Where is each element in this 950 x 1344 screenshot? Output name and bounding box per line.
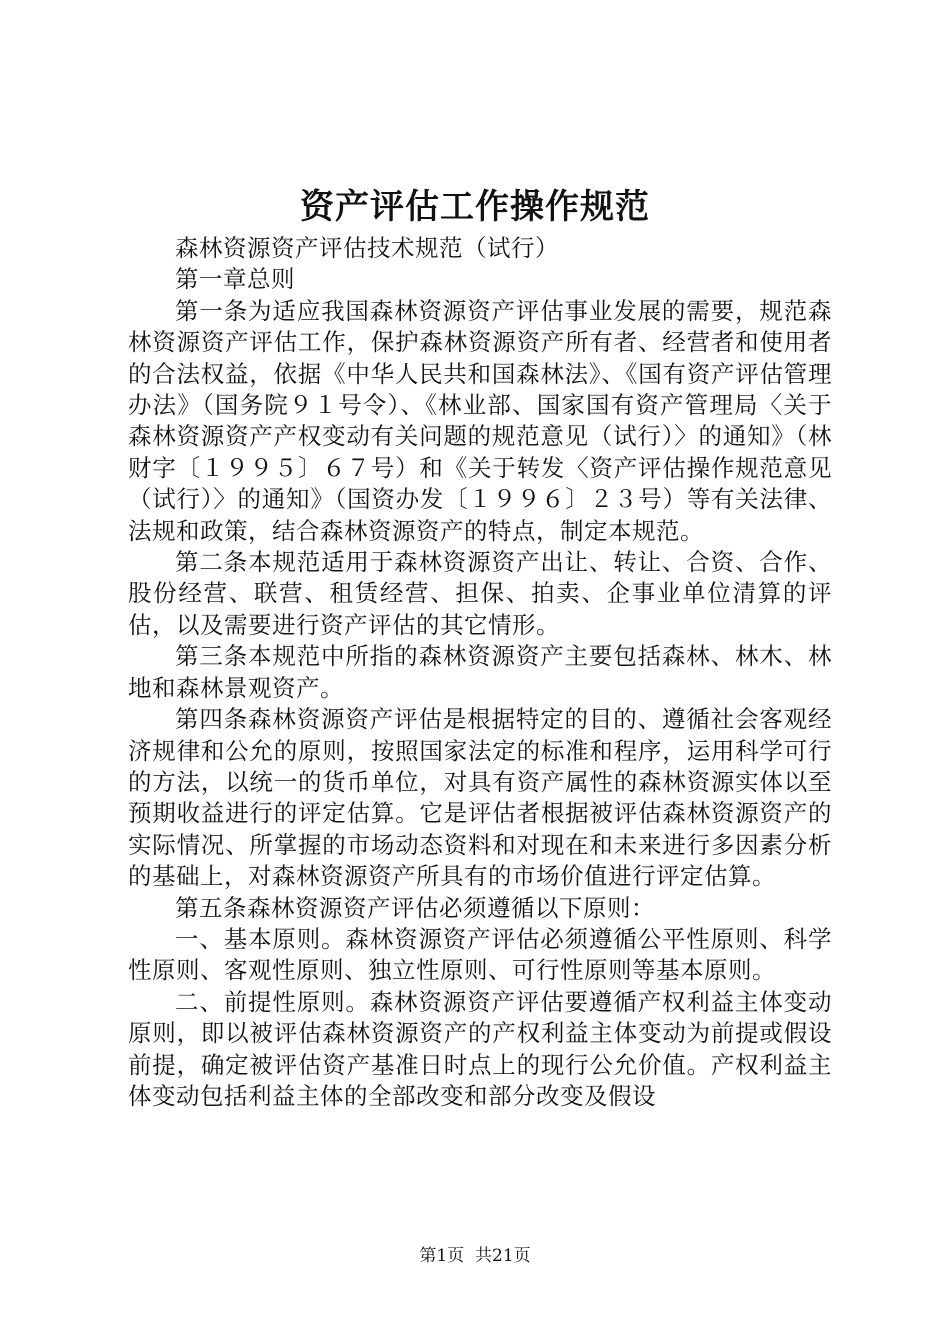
paragraph-principle-1: 一、基本原则。森林资源资产评估必须遵循公平性原则、科学性原则、客观性原则、独立性原则、可行性原则等基本原则。 — [128, 924, 832, 985]
page-number: 第1页 — [419, 1246, 465, 1266]
paragraph-chapter-heading: 第一章总则 — [175, 265, 295, 294]
paragraph-subtitle: 森林资源资产评估技术规范（试行） — [175, 234, 559, 262]
paragraph-principle-2: 二、前提性原则。森林资源资产评估要遵循产权利益主体变动原则，即以被评估森林资源资产的产权利益主体变动为前提或假设前提，确定被评估资产基准日时点上的现行公允价值。产权利益主体变动包括利益主体的全部改变和部分改变及假设 — [128, 987, 832, 1110]
document-title: 资产评估工作操作规范 — [300, 187, 650, 227]
page-footer — [0, 1244, 950, 1268]
page-total: 共21页 — [475, 1246, 531, 1266]
paragraph-article-1: 第一条为适应我国森林资源资产评估事业发展的需要，规范森林资源资产评估工作，保护森林资源资产所有者、经营者和使用者的合法权益，依据《中华人民共和国森林法》、《国有资产评估管理办法》（国务院９１号令）、《林业部、国家国有资产管理局〈关于森林资源资产产权变动有关问题的规范意见（试行）〉的通知》（林财字〔１９９５〕６７号）和《关于转发〈资产评估操作规范意见（试行）〉的通知》（国资办发〔１９９６〕２３号）等有关法律、法规和政策，结合森林资源资产的特点，制定本规范。 — [128, 296, 832, 545]
paragraph-article-5: 第五条森林资源资产评估必须遵循以下原则： — [175, 893, 655, 922]
paragraph-article-2: 第二条本规范适用于森林资源资产出让、转让、合资、合作、股份经营、联营、租赁经营、担保、拍卖、企事业单位清算的评估，以及需要进行资产评估的其它情形。 — [128, 548, 832, 639]
paragraph-article-4: 第四条森林资源资产评估是根据特定的目的、遵循社会客观经济规律和公允的原则，按照国家法定的标准和程序，运用科学可行的方法，以统一的货币单位，对具有资产属性的森林资源实体以至预期收益进行的评定估算。它是评估者根据被评估森林资源资产的实际情况、所掌握的市场动态资料和对现在和未来进行多因素分析的基础上，对森林资源资产所具有的市场价值进行评定估算。 — [128, 705, 832, 891]
paragraph-article-3: 第三条本规范中所指的森林资源资产主要包括森林、林木、林地和森林景观资产。 — [128, 642, 832, 702]
document-body — [128, 233, 832, 1112]
